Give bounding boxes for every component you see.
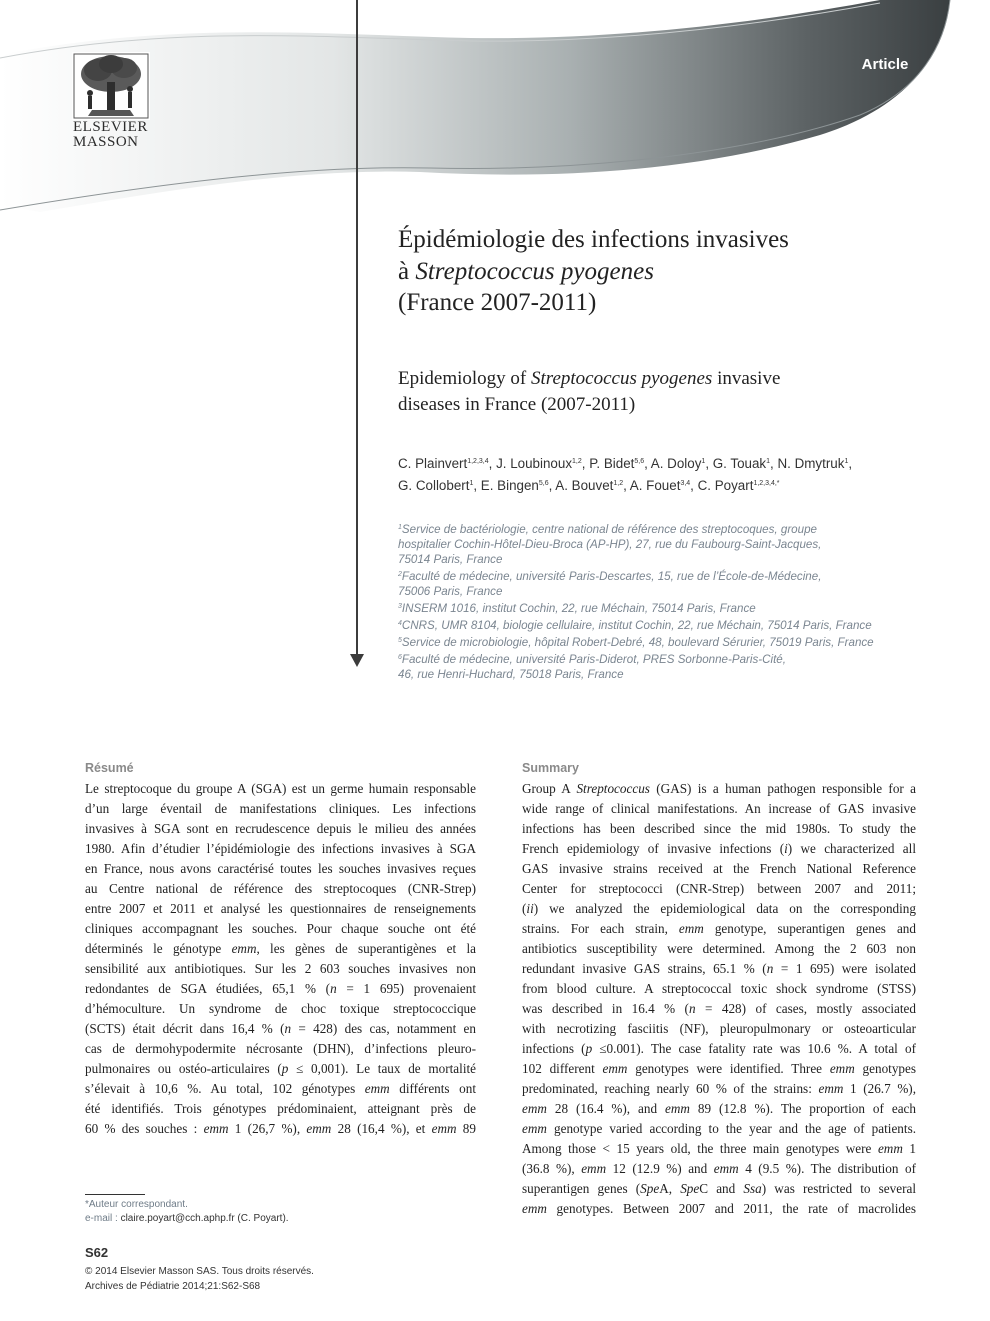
- text-line: au Centre national de référence des streptocoques (CNR-Strep): [85, 881, 476, 896]
- affiliation-marker: 1,2: [613, 480, 624, 487]
- author-name: ,: [848, 456, 853, 471]
- affiliation-marker: 1,2: [572, 458, 582, 465]
- affiliation-line: 46, rue Henri-Huchard, 75018 Paris, France: [398, 668, 624, 681]
- vertical-arrow-line: [356, 0, 358, 655]
- text-line: (ii) we analyzed the epidemiological data on the corresponding: [522, 901, 916, 916]
- page-number: S62: [85, 1245, 109, 1260]
- text-line: invasives à SGA sont en recrudescence depuis le milieu des années: [85, 821, 476, 836]
- text-line: predominated, reaching nearly 60 % of the strains: emm 1 (26.7 %),: [522, 1081, 916, 1096]
- text-line: 60 % des souches : emm 1 (26,7 %), emm 28 (16,4 %), et emm 89: [85, 1121, 476, 1136]
- corresponding-author-note: *Auteur correspondant.: [85, 1199, 188, 1210]
- title-english-line2: diseases in France (2007-2011): [398, 394, 636, 415]
- text-line: antibiotics susceptibility were determined. Among the 2 603 non: [522, 941, 916, 956]
- author-name: , C. Poyart: [690, 478, 754, 493]
- publisher-name-line2: MASSON: [73, 134, 139, 150]
- text-line: Among those < 15 years old, the three main genotypes were emm 1: [522, 1141, 916, 1156]
- affiliation-line: $^4$CNRS, UMR 8104, biologie cellulaire, institut Cochin, 22, rue Méchain, 75014 Paris, France: [398, 619, 872, 632]
- text-line: d’un large éventail de manifestations cliniques. Les infections: [85, 801, 476, 816]
- text-line: été identifiés. Trois génotypes prédominaient, atteignant près de: [85, 1101, 476, 1116]
- summary-body: [522, 779, 916, 1219]
- affiliation-line: $^3$INSERM 1016, institut Cochin, 22, rue Méchain, 75014 Paris, France: [398, 602, 756, 615]
- copyright-block: [85, 1264, 485, 1294]
- text-line: GAS invasive strains received at the French National Reference: [522, 861, 916, 876]
- resume-heading: Résumé: [85, 761, 134, 775]
- affiliation-marker: 1: [844, 458, 849, 465]
- text-line: wide range of clinical manifestations. An increase of GAS invasive: [522, 801, 916, 816]
- text-line: (SCTS) était décrit dans 16,4 % (n = 428) des cas, notamment en: [85, 1021, 476, 1036]
- author-list: [398, 452, 958, 496]
- text-line: strains. For each strain, emm genotype, superantigen genes and: [522, 921, 916, 936]
- affiliation-line: 75014 Paris, France: [398, 553, 503, 566]
- email-link[interactable]: claire.poyart@cch.aphp.fr (C. Poyart).: [120, 1213, 289, 1224]
- text-line: 102 different emm genotypes were identified. Three emm genotypes: [522, 1061, 916, 1076]
- footnote: [85, 1198, 385, 1226]
- text-line: Center for streptococci (CNR-Strep) between 2007 and 2011;: [522, 881, 916, 896]
- affiliation-list: [398, 520, 958, 682]
- title-english: [398, 366, 958, 418]
- text-line: Le streptocoque du groupe A (SGA) est un germe humain responsable: [85, 781, 476, 796]
- text-line: was described in 16.4 % (n = 428) of cases, mostly associated: [522, 1001, 916, 1016]
- title-french-line2: à Streptococcus pyogenes: [398, 257, 654, 285]
- text-line: emm 28 (16.4 %), and emm 89 (12.8 %). The proportion of each: [522, 1101, 916, 1116]
- affiliation-marker: 1: [701, 458, 706, 465]
- author-name: , N. Dmytruk: [770, 456, 845, 471]
- title-french-line1: Épidémiologie des infections invasives: [398, 226, 789, 253]
- text-line: infections has been described since the mid 1980s. To study the: [522, 821, 916, 836]
- text-line: en France, nous avons caractérisé toutes les souches invasives reçues: [85, 861, 476, 876]
- affiliation-line: $^6$Faculté de médecine, université Paris-Diderot, PRES Sorbonne-Paris-Cité,: [398, 653, 786, 666]
- text-line: sensibilité aux antibiotiques. Sur les 2 603 souches invasives non: [85, 961, 476, 976]
- footnote-rule: [85, 1194, 145, 1195]
- affiliation-marker: 1,2,3,4: [467, 458, 489, 465]
- text-line: déterminés le génotype emm, les gènes de superantigènes et la: [85, 941, 476, 956]
- affiliation-line: $^2$Faculté de médecine, université Paris-Descartes, 15, rue de l’École-de-Médecine,: [398, 570, 822, 583]
- affiliation-marker: 5,6: [538, 480, 549, 487]
- text-line: (36.8 %), emm 12 (12.9 %) and emm 4 (9.5 %). The distribution of: [522, 1161, 916, 1176]
- text-line: emm genotype varied according to the year and the age of patients.: [522, 1121, 916, 1136]
- text-line: from blood culture. A streptococcal toxic shock syndrome (STSS): [522, 981, 916, 996]
- text-line: cliniques accompagnant les souches. Pour chaque souche ont été: [85, 921, 476, 936]
- publisher-name-line1: ELSEVIER: [73, 119, 148, 135]
- text-line: d’hémoculture. Un syndrome de choc toxique streptococcique: [85, 1001, 476, 1016]
- affiliation-marker: 1: [469, 480, 474, 487]
- affiliation-line: 75006 Paris, France: [398, 585, 503, 598]
- publisher-logo: [66, 52, 160, 150]
- text-line: cas de dermohypodermite nécrosante (DHN), d’infections pleuro-: [85, 1041, 476, 1056]
- affiliation-line: hospitalier Cochin-Hôtel-Dieu-Broca (AP-HP), 27, rue du Faubourg-Saint-Jacques,: [398, 538, 822, 551]
- text-line: redundant invasive GAS strains, 65.1 % (n = 1 695) were isolated: [522, 961, 916, 976]
- author-name: C. Plainvert: [398, 456, 468, 471]
- text-line: redondantes de SGA étudiées, 65,1 % (n = 1 695) provenaient: [85, 981, 476, 996]
- text-line: pulmonaires ou ostéo-articulaires (p ≤ 0,001). Le taux de mortalité: [85, 1061, 476, 1076]
- affiliation-marker: 5,6: [634, 458, 645, 465]
- article-label: Article: [861, 56, 909, 73]
- affiliation-line: $^5$Service de microbiologie, hôpital Robert-Debré, 48, boulevard Sérurier, 75019 Paris, France: [398, 636, 874, 649]
- title-french-line3: (France 2007-2011): [398, 289, 597, 316]
- text-line: infections (p ≤0.001). The case fatality rate was 10.6 %. A total of: [522, 1041, 916, 1056]
- resume-body: [85, 779, 476, 1139]
- arrow-down-icon: [350, 654, 364, 667]
- affiliation-marker: 1,2,3,4,*: [753, 480, 780, 487]
- text-line: s’élevait à 10,6 %. Au total, 102 génotypes emm différents ont: [85, 1081, 476, 1096]
- title-english-line1: Epidemiology of Streptococcus pyogenes invasive: [398, 368, 781, 389]
- elsevier-tree-icon: [72, 52, 150, 120]
- affiliation-marker: 3,4: [680, 480, 691, 487]
- copyright-text: © 2014 Elsevier Masson SAS. Tous droits réservés.: [85, 1266, 314, 1277]
- text-line: 1980. Afin d’étudier l’épidémiologie des infections invasives à SGA: [85, 841, 476, 856]
- title-french: [398, 224, 958, 319]
- author-name: , P. Bidet: [581, 456, 635, 471]
- author-name: , G. Touak: [705, 456, 767, 471]
- author-name: , A. Doloy: [644, 456, 702, 471]
- journal-citation: Archives de Pédiatrie 2014;21:S62-S68: [85, 1281, 261, 1292]
- text-line: emm genotypes. Between 2007 and 2011, the rate of macrolides: [522, 1201, 916, 1216]
- author-name: , E. Bingen: [473, 478, 539, 493]
- affiliation-line: $^1$Service de bactériologie, centre national de référence des streptocoques, groupe: [398, 523, 817, 536]
- author-line: [398, 474, 958, 496]
- author-name: , A. Bouvet: [548, 478, 614, 493]
- text-line: with necrotizing fasciitis (NF), pleuropulmonary or osteoarticular: [522, 1021, 916, 1036]
- affiliation-marker: 1: [766, 458, 771, 465]
- author-name: G. Collobert: [398, 478, 470, 493]
- text-line: French epidemiology of invasive infections (i) we characterized all: [522, 841, 916, 856]
- author-name: , J. Loubinoux: [488, 456, 573, 471]
- text-line: Group A Streptococcus (GAS) is a human pathogen responsible for a: [522, 781, 916, 796]
- summary-heading: Summary: [522, 761, 579, 775]
- author-name: , A. Fouet: [623, 478, 681, 493]
- email-label: e-mail :: [85, 1213, 121, 1224]
- author-line: [398, 452, 958, 474]
- text-line: superantigen genes (SpeA, SpeC and Ssa) was restricted to several: [522, 1181, 916, 1196]
- text-line: entre 2007 et 2011 et analysé les questionnaires de renseignements: [85, 901, 476, 916]
